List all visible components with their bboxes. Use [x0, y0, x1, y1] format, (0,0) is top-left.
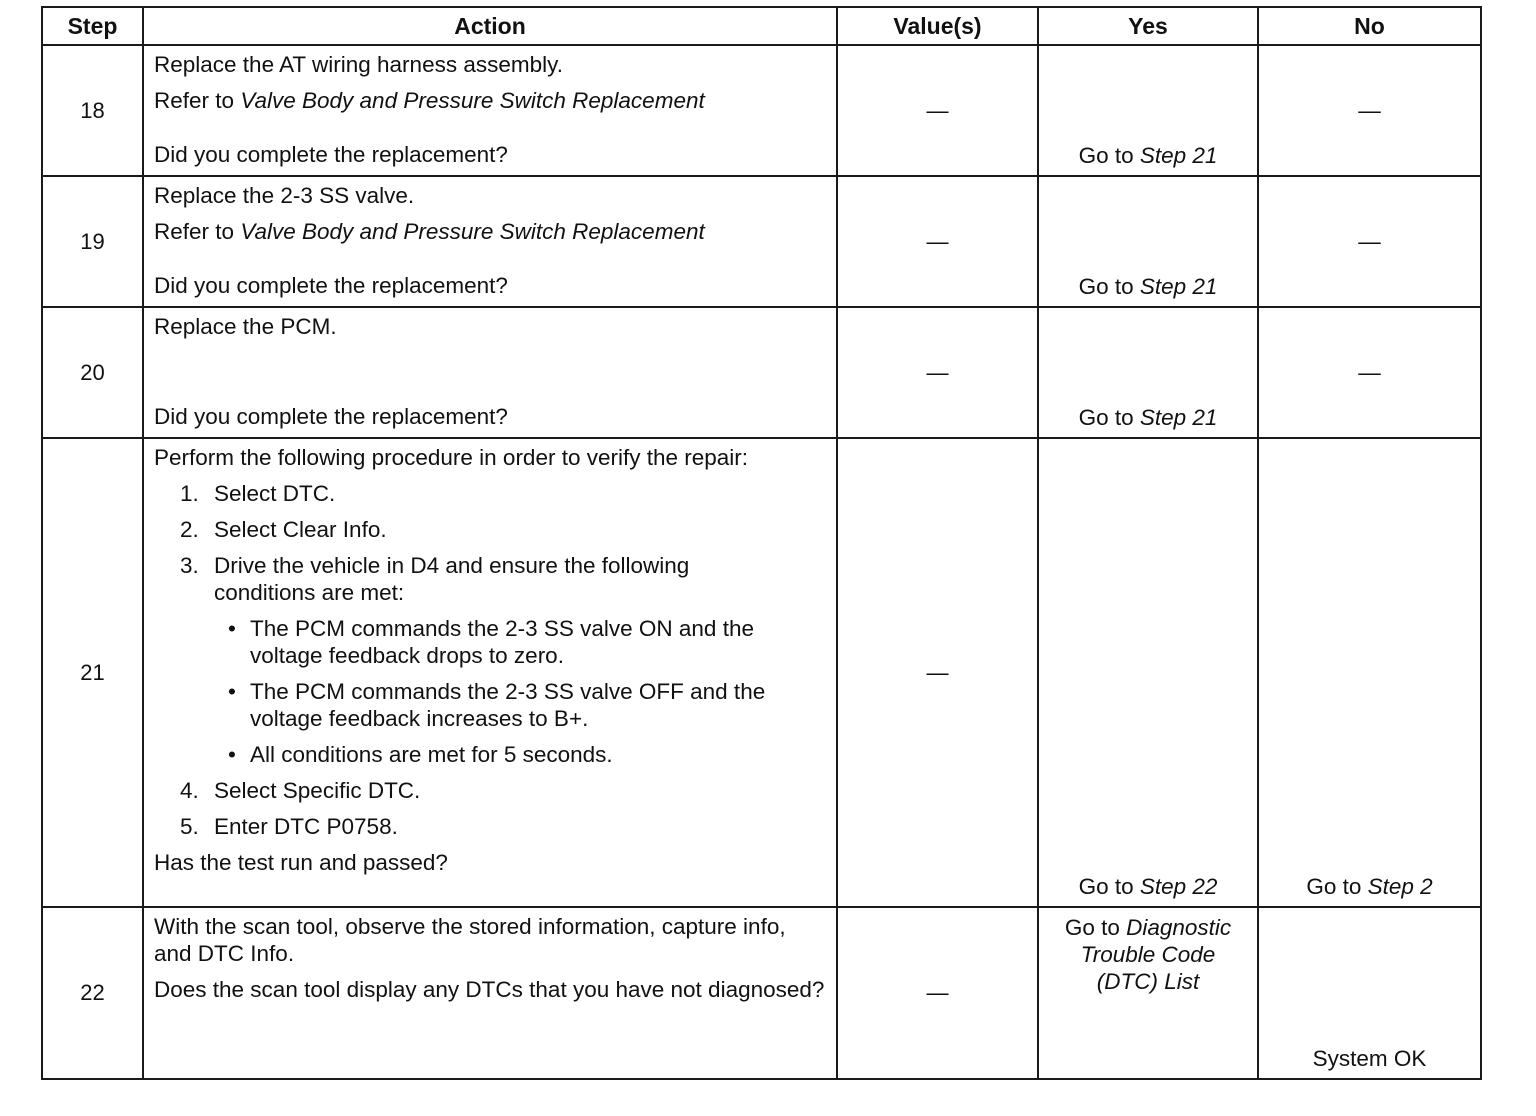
header-row	[42, 7, 1481, 45]
diagnostic-table	[41, 6, 1482, 1080]
table-row	[42, 907, 1481, 1079]
header-yes: Yes	[1038, 7, 1258, 45]
no-cell	[1258, 307, 1481, 438]
list-item: 4. Select Specific DTC.	[180, 778, 421, 803]
action-text: Perform the following procedure in order to verify the repair:	[154, 445, 749, 470]
action-cell	[143, 438, 837, 907]
bullet-item: • The PCM commands the 2-3 SS valve OFF and the voltage feedback increases to B+.	[228, 679, 766, 731]
reference-text	[154, 218, 828, 245]
go-to-label: Go to	[1306, 874, 1362, 899]
header-no: No	[1258, 7, 1481, 45]
step-number: 22	[42, 907, 143, 1079]
action-text: Replace the PCM.	[154, 314, 337, 339]
no-dash: —	[1358, 359, 1381, 385]
no-link[interactable]: Step 2	[1367, 874, 1433, 899]
action-text: Replace the AT wiring harness assembly.	[154, 52, 563, 77]
step-number: 18	[42, 45, 143, 176]
no-cell	[1258, 176, 1481, 307]
header-action: Action	[143, 7, 837, 45]
go-to-label: Go to	[1078, 405, 1134, 430]
value-cell: —	[837, 307, 1038, 438]
list-item: 3. Drive the vehicle in D4 and ensure the following conditions are met:	[180, 553, 690, 605]
table-row	[42, 438, 1481, 907]
action-cell	[143, 307, 837, 438]
yes-cell	[1038, 438, 1258, 907]
question-text: Did you complete the replacement?	[154, 142, 508, 167]
bullet-item: • The PCM commands the 2-3 SS valve ON and the voltage feedback drops to zero.	[228, 616, 754, 668]
action-cell	[143, 176, 837, 307]
list-item: 2. Select Clear Info.	[180, 517, 387, 542]
no-cell	[1258, 45, 1481, 176]
list-item: 5. Enter DTC P0758.	[180, 814, 398, 839]
yes-cell	[1038, 907, 1258, 1079]
yes-link[interactable]: Step 21	[1139, 405, 1218, 430]
list-item: 1. Select DTC.	[180, 481, 336, 506]
yes-cell	[1038, 307, 1258, 438]
action-cell	[143, 907, 837, 1079]
yes-link[interactable]: Step 22	[1139, 874, 1218, 899]
no-cell	[1258, 907, 1481, 1079]
value-cell: —	[837, 45, 1038, 176]
refer-label: Refer to	[154, 88, 235, 113]
no-dash: —	[1358, 228, 1381, 254]
action-text: Replace the 2-3 SS valve.	[154, 183, 415, 208]
step-number: 20	[42, 307, 143, 438]
value-cell: —	[837, 907, 1038, 1079]
table-row	[42, 176, 1481, 307]
question-text: Did you complete the replacement?	[154, 404, 508, 429]
question-text: Does the scan tool display any DTCs that you have not diagnosed?	[154, 977, 825, 1002]
step-number: 19	[42, 176, 143, 307]
reference-text	[154, 87, 828, 114]
action-cell	[143, 45, 837, 176]
bullet-item: • All conditions are met for 5 seconds.	[228, 742, 613, 767]
question-text: Did you complete the replacement?	[154, 273, 508, 298]
go-to-label: Go to	[1078, 143, 1134, 168]
step-number: 21	[42, 438, 143, 907]
table-row	[42, 45, 1481, 176]
question-text: Has the test run and passed?	[154, 850, 448, 875]
yes-link[interactable]: Diagnostic Trouble Code (DTC) List	[1080, 915, 1232, 994]
go-to-label: Go to	[1078, 874, 1134, 899]
reference-link[interactable]: Valve Body and Pressure Switch Replacement	[240, 88, 705, 113]
action-text: With the scan tool, observe the stored information, capture info, and DTC Info.	[154, 914, 786, 966]
no-cell	[1258, 438, 1481, 907]
header-step: Step	[42, 7, 143, 45]
value-cell: —	[837, 438, 1038, 907]
refer-label: Refer to	[154, 219, 235, 244]
reference-link[interactable]: Valve Body and Pressure Switch Replacement	[240, 219, 705, 244]
no-dash: —	[1358, 97, 1381, 123]
yes-cell	[1038, 176, 1258, 307]
go-to-label: Go to	[1064, 915, 1120, 940]
yes-cell	[1038, 45, 1258, 176]
table-row	[42, 307, 1481, 438]
go-to-label: Go to	[1078, 274, 1134, 299]
value-cell: —	[837, 176, 1038, 307]
yes-link[interactable]: Step 21	[1139, 274, 1218, 299]
no-result: System OK	[1312, 1046, 1427, 1071]
yes-link[interactable]: Step 21	[1139, 143, 1218, 168]
header-values: Value(s)	[837, 7, 1038, 45]
